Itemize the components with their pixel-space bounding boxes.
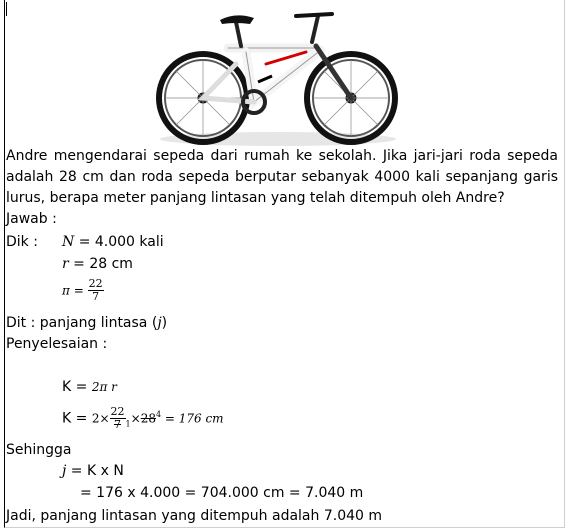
- penyelesaian-label: Penyelesaian :: [6, 336, 108, 352]
- given-n: [62, 232, 164, 253]
- r-variable: r: [62, 256, 69, 272]
- k2-numerator: 22: [110, 405, 125, 419]
- formula-k-calc: [62, 404, 224, 435]
- problem-line-1: Andre mengendarai sepeda dari rumah ke sekolah. Jika jari-jari roda sepeda: [6, 148, 558, 164]
- k2-radius: 28: [140, 411, 156, 426]
- pi-equals: =: [69, 283, 88, 298]
- problem-line-2: adalah 28 cm dan roda sepeda berputar sebanyak 4000 kali sepanjang garis: [6, 169, 558, 185]
- jawab-label: Jawab :: [6, 211, 57, 227]
- k2-prefix: 2×: [91, 411, 110, 426]
- k2-superscript: 4: [155, 410, 162, 419]
- text-cursor: [6, 2, 7, 16]
- k2-label: K =: [62, 410, 88, 427]
- r-value: = 28 cm: [68, 256, 133, 272]
- j-equation: = K x N: [66, 463, 124, 479]
- n-variable: N: [62, 234, 75, 250]
- sehingga-label: Sehingga: [6, 442, 72, 458]
- k2-fraction: [110, 406, 126, 431]
- n-value: = 4.000 kali: [74, 234, 164, 250]
- j-variable: j: [62, 463, 67, 479]
- pi-numerator: 22: [88, 277, 103, 290]
- saddle: [220, 15, 254, 24]
- given-pi: [62, 278, 104, 303]
- j-calculation: = 176 x 4.000 = 704.000 cm = 7.040 m: [80, 485, 364, 501]
- dit-variable: j: [157, 315, 162, 331]
- formula-k-line: [62, 377, 117, 398]
- problem-text: [6, 146, 558, 209]
- k1-formula: 2π r: [91, 380, 117, 394]
- bicycle-image: [146, 2, 410, 148]
- dit-prefix: Dit : panjang lintasa (: [6, 315, 158, 331]
- k1-label: K =: [62, 379, 88, 395]
- j-formula: [62, 461, 124, 482]
- k2-result: = 176 cm: [161, 411, 224, 426]
- conclusion: Jadi, panjang lintasan yang ditempuh adalah 7.040 m: [6, 508, 382, 524]
- k2-times: ×: [130, 411, 141, 426]
- given-r: [62, 254, 133, 275]
- pi-fraction: [88, 278, 104, 303]
- pi-denominator: 7: [92, 290, 100, 303]
- dit-line: [6, 313, 167, 334]
- pi-symbol: π: [62, 283, 70, 298]
- problem-line-3: lurus, berapa meter panjang lintasan yang telah ditempuh oleh Andre?: [6, 190, 505, 206]
- dik-label: Dik :: [6, 234, 38, 250]
- k2-cancel-mark: 1: [125, 419, 131, 429]
- k2-denominator: 7: [114, 418, 122, 432]
- dit-suffix: ): [161, 315, 168, 331]
